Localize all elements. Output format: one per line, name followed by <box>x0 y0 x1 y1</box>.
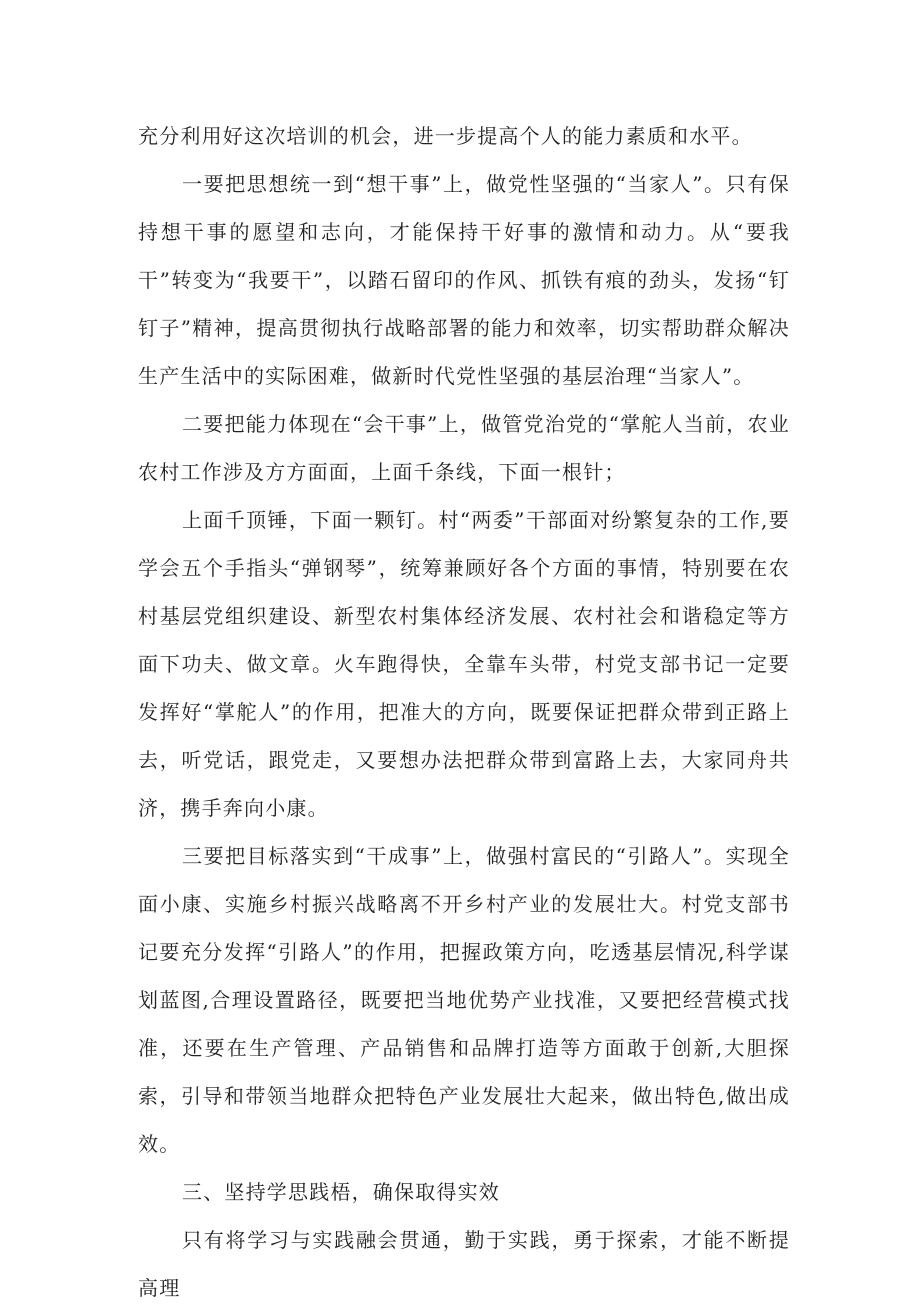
paragraph-point-two-continued: 上面千顶锤，下面一颗钉。村“两委”干部面对纷繁复杂的工作,要学会五个手指头“弹钢琴”，统筹兼顾好各个方面的事情，特别要在农村基层党组织建设、新型农村集体经济发展、农村社会和谐稳定等方面下功夫、做文章。火车跑得快，全靠车头带，村党支部书记一定要发挥好“掌舵人”的作用，把准大的方向，既要保证把群众带到正路上去，听党话，跟党走，又要想办法把群众带到富路上去，大家同舟共济，携手奔向小康。 <box>138 508 790 820</box>
section-heading-three: 三、坚持学思践梧，确保取得实效 <box>182 1180 500 1204</box>
paragraph-point-two: 二要把能力体现在“会干事”上，做管党治党的“掌舵人当前，农业农村工作涉及方方面面，上面千条线，下面一根针； <box>138 412 790 484</box>
paragraph-continuation: 充分利用好这次培训的机会，进一步提高个人的能力素质和水平。 <box>138 124 753 148</box>
paragraph-point-three: 三要把目标落实到“干成事”上，做强村富民的“引路人”。实现全面小康、实施乡村振兴战略离不开乡村产业的发展壮大。村党支部书记要充分发挥“引路人”的作用，把握政策方向，吃透基层情况,科学谋划蓝图,合理设置路径，既要把当地优势产业找准，又要把经营模式找准，还要在生产管理、产品销售和品牌打造等方面敢于创新,大胆探索，引导和带领当地群众把特色产业发展壮大起来，做出特色,做出成效。 <box>138 844 790 1156</box>
paragraph-point-one: 一要把思想统一到“想干事”上，做党性坚强的“当家人”。只有保持想干事的愿望和志向，才能保持干好事的激情和动力。从“要我干”转变为“我要干”，以踏石留印的作风、抓铁有痕的劲头，发扬“钉钉子”精神，提高贯彻执行战略部署的能力和效率，切实帮助群众解决生产生活中的实际困难，做新时代党性坚强的基层治理“当家人”。 <box>138 172 790 388</box>
document-body <box>138 112 790 1312</box>
paragraph-section-three-intro: 只有将学习与实践融会贯通，勤于实践，勇于探索，才能不断提高理 <box>138 1228 790 1300</box>
